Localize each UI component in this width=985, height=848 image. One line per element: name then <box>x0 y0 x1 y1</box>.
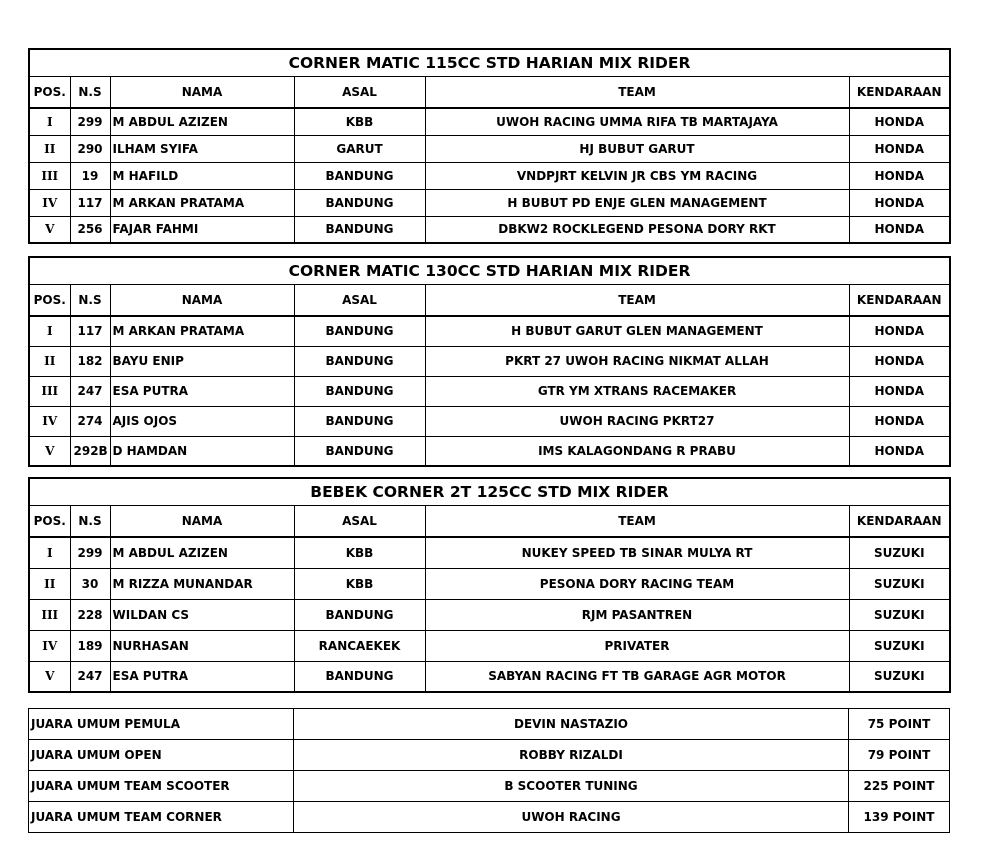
pos-cell: IV <box>29 630 70 661</box>
asal-cell: KBB <box>294 108 425 135</box>
asal-cell: KBB <box>294 568 425 599</box>
ns-cell: 292B <box>70 436 110 466</box>
ns-cell: 228 <box>70 599 110 630</box>
header-nama: NAMA <box>110 77 294 109</box>
summary-winner: DEVIN NASTAZIO <box>294 709 849 740</box>
asal-cell: BANDUNG <box>294 599 425 630</box>
table-row <box>29 108 950 135</box>
header-nama: NAMA <box>110 506 294 538</box>
asal-cell: BANDUNG <box>294 661 425 692</box>
pos-cell: I <box>29 537 70 568</box>
team-cell: IMS KALAGONDANG R PRABU <box>425 436 849 466</box>
header-team: TEAM <box>425 506 849 538</box>
kendaraan-cell: HONDA <box>849 406 950 436</box>
nama-cell: M ABDUL AZIZEN <box>110 537 294 568</box>
asal-cell: BANDUNG <box>294 216 425 243</box>
nama-cell: BAYU ENIP <box>110 346 294 376</box>
asal-cell: RANCAEKEK <box>294 630 425 661</box>
kendaraan-cell: HONDA <box>849 346 950 376</box>
ns-cell: 247 <box>70 376 110 406</box>
table-row <box>29 346 950 376</box>
nama-cell: M ARKAN PRATAMA <box>110 316 294 346</box>
ns-cell: 299 <box>70 537 110 568</box>
table-row <box>29 630 950 661</box>
team-cell: PESONA DORY RACING TEAM <box>425 568 849 599</box>
table-row <box>29 537 950 568</box>
summary-label: JUARA UMUM OPEN <box>29 740 294 771</box>
kendaraan-cell: SUZUKI <box>849 661 950 692</box>
team-cell: GTR YM XTRANS RACEMAKER <box>425 376 849 406</box>
results-table-1 <box>28 48 951 244</box>
kendaraan-cell: SUZUKI <box>849 599 950 630</box>
nama-cell: M ARKAN PRATAMA <box>110 189 294 216</box>
asal-cell: BANDUNG <box>294 316 425 346</box>
nama-cell: ILHAM SYIFA <box>110 135 294 162</box>
kendaraan-cell: HONDA <box>849 108 950 135</box>
pos-cell: II <box>29 135 70 162</box>
asal-cell: BANDUNG <box>294 346 425 376</box>
header-asal: ASAL <box>294 285 425 317</box>
ns-cell: 30 <box>70 568 110 599</box>
header-asal: ASAL <box>294 77 425 109</box>
ns-cell: 189 <box>70 630 110 661</box>
summary-row <box>29 802 950 833</box>
table-row <box>29 568 950 599</box>
nama-cell: ESA PUTRA <box>110 661 294 692</box>
header-ns: N.S <box>70 77 110 109</box>
pos-cell: I <box>29 108 70 135</box>
table-title: CORNER MATIC 130CC STD HARIAN MIX RIDER <box>29 257 950 285</box>
summary-row <box>29 709 950 740</box>
asal-cell: BANDUNG <box>294 436 425 466</box>
nama-cell: WILDAN CS <box>110 599 294 630</box>
summary-points: 139 POINT <box>849 802 950 833</box>
ns-cell: 117 <box>70 316 110 346</box>
nama-cell: AJIS OJOS <box>110 406 294 436</box>
kendaraan-cell: HONDA <box>849 162 950 189</box>
ns-cell: 256 <box>70 216 110 243</box>
ns-cell: 19 <box>70 162 110 189</box>
summary-label: JUARA UMUM PEMULA <box>29 709 294 740</box>
team-cell: PKRT 27 UWOH RACING NIKMAT ALLAH <box>425 346 849 376</box>
kendaraan-cell: HONDA <box>849 189 950 216</box>
header-kendaraan: KENDARAAN <box>849 285 950 317</box>
table-row <box>29 376 950 406</box>
team-cell: UWOH RACING UMMA RIFA TB MARTAJAYA <box>425 108 849 135</box>
summary-row <box>29 740 950 771</box>
team-cell: DBKW2 ROCKLEGEND PESONA DORY RKT <box>425 216 849 243</box>
nama-cell: M RIZZA MUNANDAR <box>110 568 294 599</box>
summary-winner: ROBBY RIZALDI <box>294 740 849 771</box>
nama-cell: NURHASAN <box>110 630 294 661</box>
header-pos: POS. <box>29 285 70 317</box>
pos-cell: III <box>29 376 70 406</box>
table-row <box>29 216 950 243</box>
asal-cell: BANDUNG <box>294 162 425 189</box>
ns-cell: 290 <box>70 135 110 162</box>
pos-cell: III <box>29 162 70 189</box>
results-table-2 <box>28 256 951 467</box>
nama-cell: M ABDUL AZIZEN <box>110 108 294 135</box>
team-cell: UWOH RACING PKRT27 <box>425 406 849 436</box>
header-pos: POS. <box>29 506 70 538</box>
kendaraan-cell: HONDA <box>849 316 950 346</box>
nama-cell: ESA PUTRA <box>110 376 294 406</box>
team-cell: PRIVATER <box>425 630 849 661</box>
header-ns: N.S <box>70 285 110 317</box>
summary-label: JUARA UMUM TEAM SCOOTER <box>29 771 294 802</box>
team-cell: H BUBUT GARUT GLEN MANAGEMENT <box>425 316 849 346</box>
header-team: TEAM <box>425 77 849 109</box>
kendaraan-cell: SUZUKI <box>849 537 950 568</box>
table-row <box>29 436 950 466</box>
team-cell: HJ BUBUT GARUT <box>425 135 849 162</box>
table-row <box>29 661 950 692</box>
nama-cell: FAJAR FAHMI <box>110 216 294 243</box>
header-team: TEAM <box>425 285 849 317</box>
table-row <box>29 316 950 346</box>
pos-cell: I <box>29 316 70 346</box>
ns-cell: 299 <box>70 108 110 135</box>
team-cell: H BUBUT PD ENJE GLEN MANAGEMENT <box>425 189 849 216</box>
summary-points: 79 POINT <box>849 740 950 771</box>
table-title: BEBEK CORNER 2T 125CC STD MIX RIDER <box>29 478 950 506</box>
asal-cell: BANDUNG <box>294 376 425 406</box>
table-row <box>29 135 950 162</box>
summary-points: 75 POINT <box>849 709 950 740</box>
nama-cell: D HAMDAN <box>110 436 294 466</box>
asal-cell: BANDUNG <box>294 189 425 216</box>
kendaraan-cell: HONDA <box>849 216 950 243</box>
header-kendaraan: KENDARAAN <box>849 77 950 109</box>
summary-winner: B SCOOTER TUNING <box>294 771 849 802</box>
pos-cell: II <box>29 568 70 599</box>
table-row <box>29 406 950 436</box>
kendaraan-cell: SUZUKI <box>849 630 950 661</box>
pos-cell: IV <box>29 406 70 436</box>
header-asal: ASAL <box>294 506 425 538</box>
kendaraan-cell: HONDA <box>849 135 950 162</box>
asal-cell: BANDUNG <box>294 406 425 436</box>
table-row <box>29 189 950 216</box>
table-row <box>29 599 950 630</box>
pos-cell: IV <box>29 189 70 216</box>
summary-row <box>29 771 950 802</box>
overall-champions-table <box>28 708 950 833</box>
team-cell: SABYAN RACING FT TB GARAGE AGR MOTOR <box>425 661 849 692</box>
header-pos: POS. <box>29 77 70 109</box>
team-cell: VNDPJRT KELVIN JR CBS YM RACING <box>425 162 849 189</box>
kendaraan-cell: SUZUKI <box>849 568 950 599</box>
pos-cell: III <box>29 599 70 630</box>
ns-cell: 274 <box>70 406 110 436</box>
summary-winner: UWOH RACING <box>294 802 849 833</box>
team-cell: NUKEY SPEED TB SINAR MULYA RT <box>425 537 849 568</box>
pos-cell: V <box>29 436 70 466</box>
kendaraan-cell: HONDA <box>849 376 950 406</box>
pos-cell: V <box>29 216 70 243</box>
pos-cell: II <box>29 346 70 376</box>
asal-cell: KBB <box>294 537 425 568</box>
table-title: CORNER MATIC 115CC STD HARIAN MIX RIDER <box>29 49 950 77</box>
ns-cell: 117 <box>70 189 110 216</box>
kendaraan-cell: HONDA <box>849 436 950 466</box>
ns-cell: 182 <box>70 346 110 376</box>
summary-label: JUARA UMUM TEAM CORNER <box>29 802 294 833</box>
header-kendaraan: KENDARAAN <box>849 506 950 538</box>
team-cell: RJM PASANTREN <box>425 599 849 630</box>
summary-points: 225 POINT <box>849 771 950 802</box>
header-nama: NAMA <box>110 285 294 317</box>
nama-cell: M HAFILD <box>110 162 294 189</box>
header-ns: N.S <box>70 506 110 538</box>
pos-cell: V <box>29 661 70 692</box>
ns-cell: 247 <box>70 661 110 692</box>
results-table-3 <box>28 477 951 693</box>
asal-cell: GARUT <box>294 135 425 162</box>
table-row <box>29 162 950 189</box>
